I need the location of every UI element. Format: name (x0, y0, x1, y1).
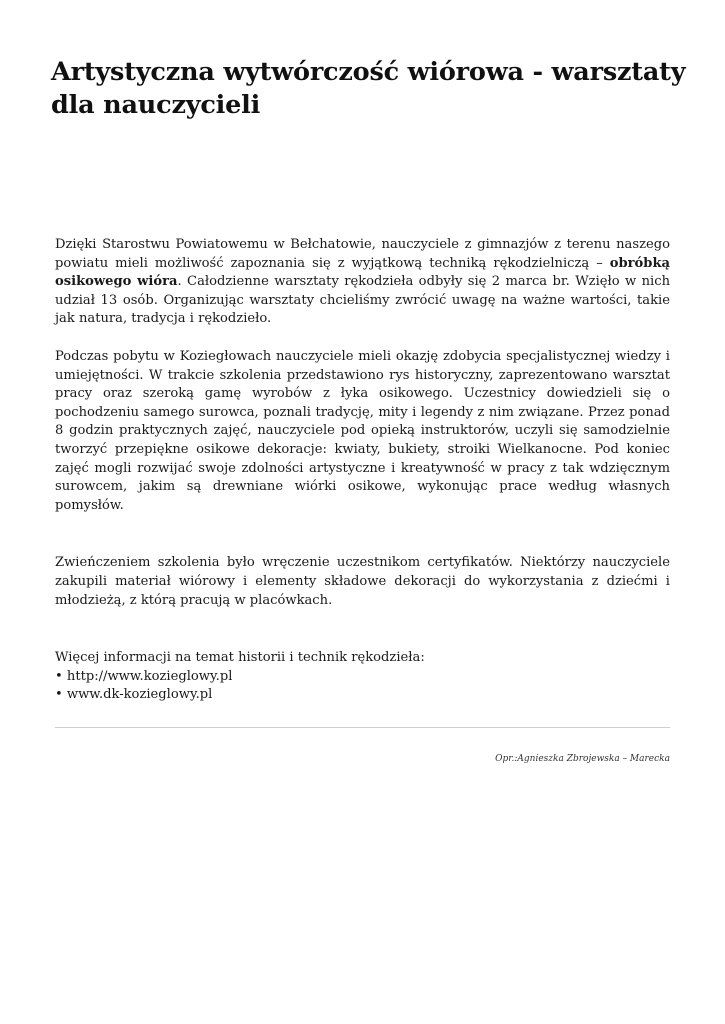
link-dk-kozieglowy[interactable]: • www.dk-kozieglowy.pl (55, 687, 213, 703)
author-credit: Opr.:Agnieszka Zbrojewska – Marecka (495, 754, 670, 764)
link-kozieglowy[interactable]: • http://www.kozieglowy.pl (55, 668, 233, 684)
link-list (55, 668, 670, 705)
divider (55, 727, 670, 728)
page-title: Artystyczna wytwórczość wiórowa - warsztaty dla nauczycieli (51, 57, 686, 120)
paragraph-certificates: Zwieńczeniem szkolenia było wręczenie uczestnikom certyfikatów. Niektórzy nauczyciele zakupili materiał wiórowy i elementy składowe dekoracji do wykorzystania z dziećmi i młodzieżą, z którą pracują w placówkach. (55, 555, 670, 608)
paragraph-intro-text-1: Dzięki Starostwu Powiatowemu w Bełchatowie, nauczyciele z gimnazjów z terenu naszego powiatu mieli możliwość zapoznania się z wyjątkową techniką rękodzielniczą – (55, 237, 670, 271)
paragraph-intro (55, 236, 670, 329)
links-intro: Więcej informacji na temat historii i technik rękodzieła: (55, 650, 425, 666)
paragraph-workshop: Podczas pobytu w Koziegłowach nauczyciele mieli okazję zdobycia specjalistycznej wiedzy i umiejętności. W trakcie szkolenia przedstawiono rys historyczny, zaprezentowano warsztat pracy oraz szeroką gamę wyrobów z łyka osikowego. Uczestnicy dowiedzieli się o pochodzeniu samego surowca, poznali tradycję, mity i legendy z nim związane. Przez ponad 8 godzin praktycznych zajęć, nauczyciele pod opieką instruktorów, uczyli się samodzielnie tworzyć przepiękne osikowe dekoracje: kwiaty, bukiety, stroiki Wielkanocne. Pod koniec zajęć mogli rozwijać swoje zdolności artystyczne i kreatywność w pracy z tak wdzięcznym surowcem, jakim są drewniane wiórki osikowe, wykonując prace według własnych pomysłów. (55, 348, 670, 513)
highlighted-technique: obróbką osikowego wióra (55, 255, 670, 290)
article-body (55, 236, 670, 705)
paragraph-intro-text-2: . Całodzienne warsztaty rękodzieła odbyły się 2 marca br. Wzięło w nich udział 13 osób. Organizując warsztaty chcieliśmy zwrócić uwagę na ważne wartości, takie jak natura, tradycja i rękodzieło. (55, 274, 670, 327)
